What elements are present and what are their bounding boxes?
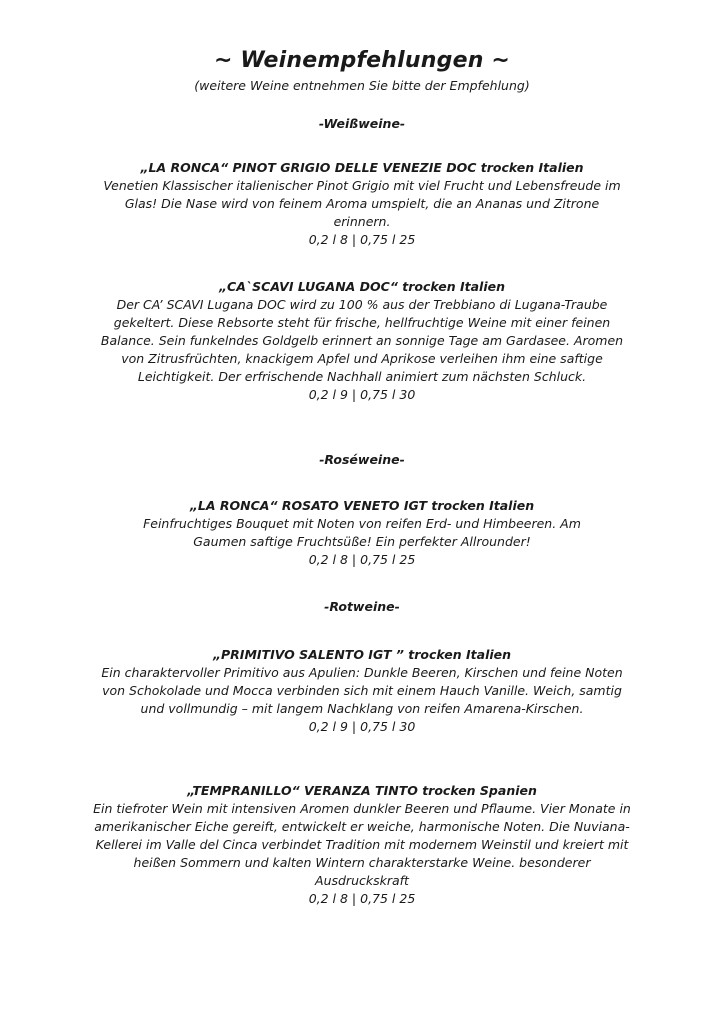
section-heading-white-wines: -Weißweine- (318, 116, 406, 131)
wine-name: „CA`SCAVI LUGANA DOC“ trocken Italien (219, 279, 505, 294)
wine-price: 0,2 l 9 | 0,75 l 30 (308, 387, 416, 402)
wine-item-la-ronca-rosato (90, 497, 634, 569)
section-heading-red-wines: -Rotweine- (324, 599, 400, 614)
page-subtitle: (weitere Weine entnehmen Sie bitte der Empfehlung) (194, 78, 530, 93)
wine-price: 0,2 l 8 | 0,75 l 25 (308, 232, 416, 247)
wine-description: Der CA’ SCAVI Lugana DOC wird zu 100 % aus der Trebbiano di Lugana-Traube gekeltert. Diese Rebsorte steht für frische, hellfruchtige Weine mit einer feinen Balance. Sein funkelndes Goldgelb erinnert an sonnige Tage am Gardasee. Aromen von Zitrusfrüchten, knackigem Apfel und Aprikose verleihen ihm eine saftige Leichtigkeit. Der erfrischende Nachhall animiert zum nächsten Schluck. (100, 297, 624, 384)
wine-price: 0,2 l 8 | 0,75 l 25 (308, 552, 416, 567)
wine-item-primitivo-salento (90, 646, 634, 736)
wine-price: 0,2 l 9 | 0,75 l 30 (308, 719, 416, 734)
wine-name: „PRIMITIVO SALENTO IGT ” trocken Italien (212, 647, 512, 662)
wine-price: 0,2 l 8 | 0,75 l 25 (308, 891, 416, 906)
wine-description: Ein tiefroter Wein mit intensiven Aromen dunkler Beeren und Pflaume. Vier Monate in amerikanischer Eiche gereift, entwickelt er weiche, harmonische Noten. Die Nuviana-Kellerei im Valle del Cinca verbindet Tradition mit modernem Weinstil und kreiert mit heißen Sommern und kalten Wintern charakterstarke Weine. besonderer Ausdruckskraft (93, 801, 631, 888)
wine-name: „LA RONCA“ PINOT GRIGIO DELLE VENEZIE DOC trocken Italien (140, 160, 584, 175)
wine-item-ca-scavi-lugana (90, 278, 634, 404)
wine-name: „TEMPRANILLO“ VERANZA TINTO trocken Spanien (187, 783, 537, 798)
wine-item-tempranillo-veranza (90, 782, 634, 908)
section-heading-rose-wines: -Roséweine- (319, 452, 405, 467)
wine-description: Ein charaktervoller Primitivo aus Apulien: Dunkle Beeren, Kirschen und feine Noten von Schokolade und Mocca verbinden sich mit einem Hauch Vanille. Weich, samtig und vollmundig – mit langem Nachklang von reifen Amarena-Kirschen. (101, 665, 623, 716)
wine-description: Venetien Klassischer italienischer Pinot Grigio mit viel Frucht und Lebensfreude im Glas! Die Nase wird von feinem Aroma umspielt, die an Ananas und Zitrone erinnern. (103, 178, 621, 229)
page-title: ~ Weinempfehlungen ~ (213, 48, 511, 73)
wine-name: „LA RONCA“ ROSATO VENETO IGT trocken Italien (189, 498, 535, 513)
wine-item-la-ronca-pinot-grigio (90, 159, 634, 249)
wine-description: Feinfruchtiges Bouquet mit Noten von reifen Erd- und Himbeeren. Am Gaumen saftige Fruchtsüße! Ein perfekter Allrounder! (143, 516, 581, 549)
